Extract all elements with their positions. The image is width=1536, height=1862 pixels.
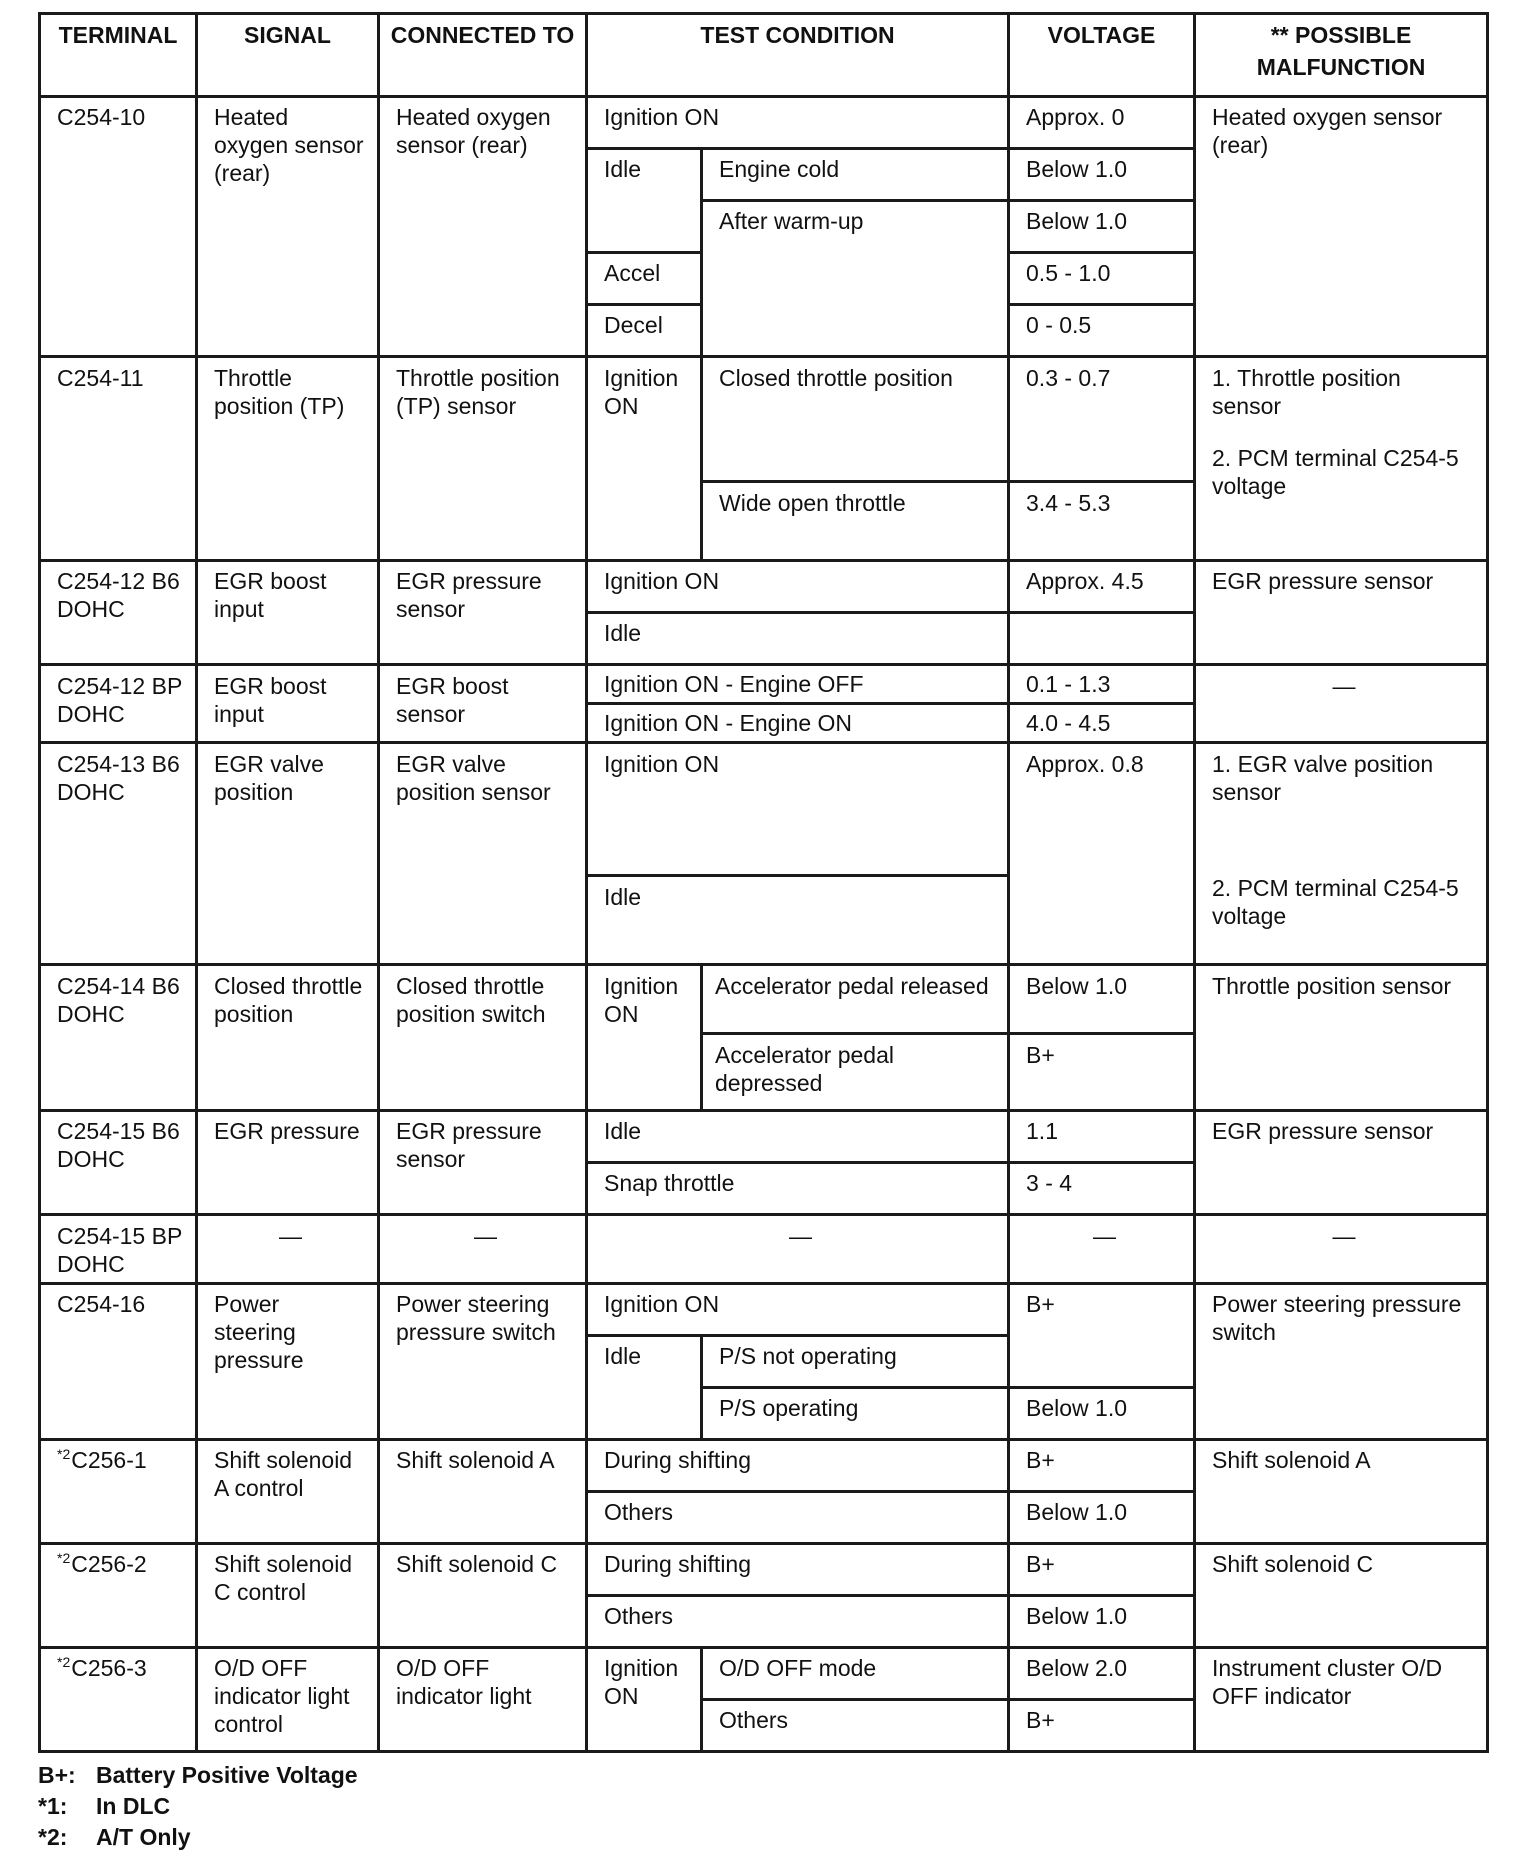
terminal-cell: C254-12 B6 DOHC xyxy=(40,561,197,665)
condition-cell: Idle xyxy=(587,149,702,253)
condition-cell: Ignition ON xyxy=(587,965,702,1111)
terminal-cell: C254-14 B6 DOHC xyxy=(40,965,197,1111)
voltage-cell: Below 1.0 xyxy=(1009,1492,1195,1544)
voltage-cell: B+ xyxy=(1009,1440,1195,1492)
connected-cell: Throttle position (TP) sensor xyxy=(379,357,587,561)
condition-cell: Others xyxy=(702,1700,1009,1752)
condition-cell: Ignition ON xyxy=(587,561,1009,613)
signal-cell: Closed throttle position xyxy=(197,965,379,1111)
malfunction-cell: Shift solenoid C xyxy=(1195,1544,1488,1648)
connected-cell: Power steering pressure switch xyxy=(379,1284,587,1440)
condition-cell: Decel xyxy=(587,305,702,357)
terminal-cell: C254-11 xyxy=(40,357,197,561)
signal-cell: EGR boost input xyxy=(197,561,379,665)
voltage-cell: Below 1.0 xyxy=(1009,965,1195,1034)
footnote xyxy=(38,1760,358,1791)
condition-cell: Idle xyxy=(587,1111,1009,1163)
connected-cell: Shift solenoid C xyxy=(379,1544,587,1648)
voltage-cell: Below 1.0 xyxy=(1009,201,1195,253)
condition-cell: Ignition ON xyxy=(587,743,1009,876)
signal-cell: Power steering pressure xyxy=(197,1284,379,1440)
table-row xyxy=(40,1648,1488,1700)
condition-cell: Accel xyxy=(587,253,702,305)
condition-cell: Accelerator pedal released xyxy=(702,965,1009,1034)
terminal-cell: C254-12 BP DOHC xyxy=(40,665,197,743)
condition-cell: — xyxy=(587,1215,1009,1284)
voltage-cell: Below 1.0 xyxy=(1009,1596,1195,1648)
malfunction-cell: — xyxy=(1195,1215,1488,1284)
terminal-cell: C254-16 xyxy=(40,1284,197,1440)
voltage-cell: B+ xyxy=(1009,1544,1195,1596)
header-connected-to: CONNECTED TO xyxy=(379,14,587,97)
table-row xyxy=(40,97,1488,149)
footnote-text: Battery Positive Voltage xyxy=(96,1762,358,1788)
table-row xyxy=(40,743,1488,876)
condition-cell: Closed throttle position xyxy=(702,357,1009,482)
header-voltage: VOLTAGE xyxy=(1009,14,1195,97)
header-terminal: TERMINAL xyxy=(40,14,197,97)
malfunction-item: 1. Throttle position sensor xyxy=(1212,365,1401,419)
condition-cell: Others xyxy=(587,1492,1009,1544)
connected-cell: — xyxy=(379,1215,587,1284)
condition-cell: After warm-up xyxy=(702,201,1009,357)
header-row xyxy=(40,14,1488,97)
footnote-key: *1: xyxy=(38,1793,68,1819)
footnote xyxy=(38,1822,358,1853)
malfunction-cell: Heated oxygen sensor (rear) xyxy=(1195,97,1488,357)
malfunction-cell: Power steering pressure switch xyxy=(1195,1284,1488,1440)
condition-cell: P/S not operating xyxy=(702,1336,1009,1388)
condition-cell: Ignition ON xyxy=(587,357,702,561)
table-row xyxy=(40,1544,1488,1596)
voltage-cell: 0.3 - 0.7 xyxy=(1009,357,1195,482)
voltage-cell: 3.4 - 5.3 xyxy=(1009,482,1195,561)
malfunction-cell: — xyxy=(1195,665,1488,743)
condition-cell: Ignition ON xyxy=(587,97,1009,149)
signal-cell: Heated oxygen sensor (rear) xyxy=(197,97,379,357)
signal-cell: — xyxy=(197,1215,379,1284)
connected-cell: EGR boost sensor xyxy=(379,665,587,743)
malfunction-cell: Throttle position sensor xyxy=(1195,965,1488,1111)
terminal-cell: C254-15 B6 DOHC xyxy=(40,1111,197,1215)
voltage-cell: B+ xyxy=(1009,1700,1195,1752)
terminal-label: C256-3 xyxy=(71,1655,147,1681)
table-row xyxy=(40,561,1488,613)
connected-cell: Shift solenoid A xyxy=(379,1440,587,1544)
connected-cell: EGR pressure sensor xyxy=(379,561,587,665)
connected-cell: Heated oxygen sensor (rear) xyxy=(379,97,587,357)
voltage-cell: B+ xyxy=(1009,1284,1195,1388)
header-signal: SIGNAL xyxy=(197,14,379,97)
signal-cell: EGR pressure xyxy=(197,1111,379,1215)
malfunction-cell xyxy=(1195,357,1488,561)
terminal-cell xyxy=(40,1440,197,1544)
footnotes xyxy=(38,1760,358,1853)
terminal-voltage-table xyxy=(38,12,1489,1753)
malfunction-cell: Shift solenoid A xyxy=(1195,1440,1488,1544)
connected-cell: Closed throttle position switch xyxy=(379,965,587,1111)
condition-cell: Wide open throttle xyxy=(702,482,1009,561)
signal-cell: Throttle position (TP) xyxy=(197,357,379,561)
table-row xyxy=(40,965,1488,1034)
voltage-cell: Below 2.0 xyxy=(1009,1648,1195,1700)
terminal-cell: C254-10 xyxy=(40,97,197,357)
terminal-label: C256-2 xyxy=(71,1551,147,1577)
malfunction-item: 2. PCM terminal C254-5 voltage xyxy=(1212,875,1459,929)
terminal-label: C256-1 xyxy=(71,1447,147,1473)
footnote-marker: *2 xyxy=(57,1446,71,1463)
malfunction-cell xyxy=(1195,743,1488,965)
condition-cell: Others xyxy=(587,1596,1009,1648)
terminal-cell: C254-13 B6 DOHC xyxy=(40,743,197,965)
condition-cell: Idle xyxy=(587,1336,702,1440)
terminal-cell xyxy=(40,1544,197,1648)
connected-cell: EGR valve position sensor xyxy=(379,743,587,965)
voltage-cell: Below 1.0 xyxy=(1009,149,1195,201)
table-row xyxy=(40,1111,1488,1163)
malfunction-cell: EGR pressure sensor xyxy=(1195,561,1488,665)
footnote xyxy=(38,1791,358,1822)
malfunction-cell: Instrument cluster O/D OFF indicator xyxy=(1195,1648,1488,1752)
table-row xyxy=(40,357,1488,482)
footnote-text: A/T Only xyxy=(96,1824,191,1850)
terminal-cell: C254-15 BP DOHC xyxy=(40,1215,197,1284)
voltage-cell xyxy=(1009,613,1195,665)
condition-cell: P/S operating xyxy=(702,1388,1009,1440)
terminal-voltage-table-sheet xyxy=(38,12,1486,1753)
condition-cell: Ignition ON - Engine OFF xyxy=(587,665,1009,704)
footnote-marker: *2 xyxy=(57,1550,71,1567)
voltage-cell: 4.0 - 4.5 xyxy=(1009,704,1195,743)
signal-cell: EGR valve position xyxy=(197,743,379,965)
voltage-cell: Approx. 0 xyxy=(1009,97,1195,149)
table-row xyxy=(40,1215,1488,1284)
condition-cell: During shifting xyxy=(587,1544,1009,1596)
connected-cell: O/D OFF indicator light xyxy=(379,1648,587,1752)
malfunction-cell: EGR pressure sensor xyxy=(1195,1111,1488,1215)
voltage-cell: 1.1 xyxy=(1009,1111,1195,1163)
header-possible-malfunction: ** POSSIBLE MALFUNCTION xyxy=(1195,14,1488,97)
signal-cell: Shift solenoid A control xyxy=(197,1440,379,1544)
malfunction-item: 1. EGR valve position sensor xyxy=(1212,751,1434,805)
condition-cell: Accelerator pedal depressed xyxy=(702,1034,1009,1111)
signal-cell: EGR boost input xyxy=(197,665,379,743)
signal-cell: O/D OFF indicator light control xyxy=(197,1648,379,1752)
footnote-marker: *2 xyxy=(57,1654,71,1671)
condition-cell: Idle xyxy=(587,876,1009,965)
connected-cell: EGR pressure sensor xyxy=(379,1111,587,1215)
voltage-cell: 0.5 - 1.0 xyxy=(1009,253,1195,305)
footnote-key: *2: xyxy=(38,1824,68,1850)
condition-cell: Engine cold xyxy=(702,149,1009,201)
footnote-key: B+: xyxy=(38,1762,76,1788)
terminal-cell xyxy=(40,1648,197,1752)
condition-cell: During shifting xyxy=(587,1440,1009,1492)
voltage-cell: — xyxy=(1009,1215,1195,1284)
voltage-cell: Below 1.0 xyxy=(1009,1388,1195,1440)
table-row xyxy=(40,665,1488,704)
table-row xyxy=(40,1440,1488,1492)
condition-cell: Idle xyxy=(587,613,1009,665)
condition-cell: Ignition ON - Engine ON xyxy=(587,704,1009,743)
condition-cell: Ignition ON xyxy=(587,1284,1009,1336)
signal-cell: Shift solenoid C control xyxy=(197,1544,379,1648)
voltage-cell: Approx. 4.5 xyxy=(1009,561,1195,613)
voltage-cell: B+ xyxy=(1009,1034,1195,1111)
voltage-cell: 0 - 0.5 xyxy=(1009,305,1195,357)
footnote-text: In DLC xyxy=(96,1793,171,1819)
condition-cell: O/D OFF mode xyxy=(702,1648,1009,1700)
voltage-cell: 0.1 - 1.3 xyxy=(1009,665,1195,704)
condition-cell: Snap throttle xyxy=(587,1163,1009,1215)
header-test-condition: TEST CONDITION xyxy=(587,14,1009,97)
condition-cell: Ignition ON xyxy=(587,1648,702,1752)
voltage-cell: Approx. 0.8 xyxy=(1009,743,1195,965)
voltage-cell: 3 - 4 xyxy=(1009,1163,1195,1215)
table-row xyxy=(40,1284,1488,1336)
malfunction-item: 2. PCM terminal C254-5 voltage xyxy=(1212,445,1459,499)
